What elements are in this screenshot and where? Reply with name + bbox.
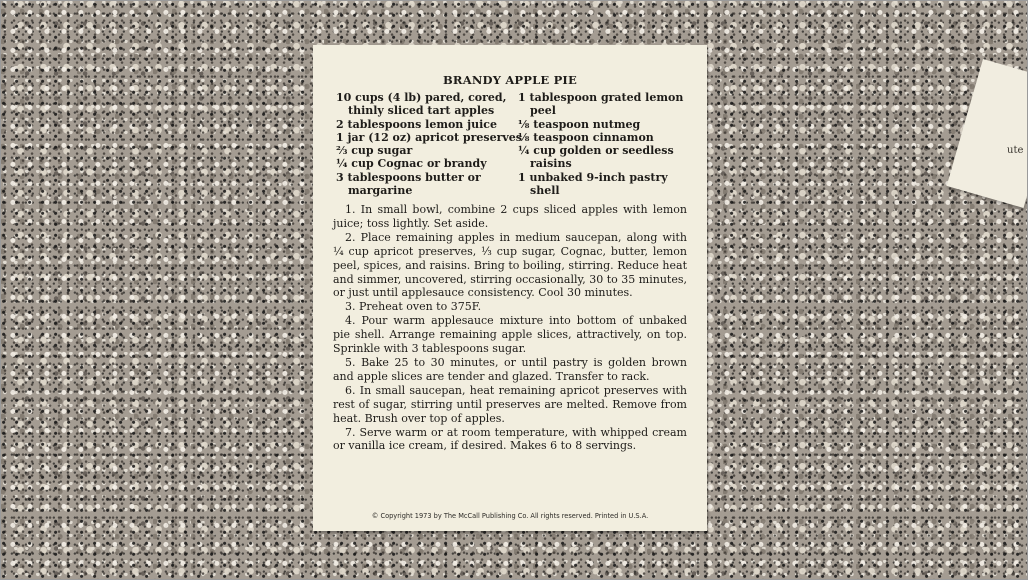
- step-item: 6. In small saucepan, heat remaining apricot preserves with rest of sugar, stirring until preserves are melted. Remove from heat. Brush over top of apples.: [333, 383, 687, 425]
- step-item: 4. Pour warm applesauce mixture into bottom of unbaked pie shell. Arrange remaining apple slices, attractively, on top. Sprinkle with 3 tablespoons sugar.: [333, 314, 687, 356]
- ingredient-item: ⅛ teaspoon cinnamon: [518, 130, 654, 144]
- step-item: 5. Bake 25 to 30 minutes, or until pastry is golden brown and apple slices are tender and glazed. Transfer to rack.: [333, 355, 687, 383]
- step-item: 1. In small bowl, combine 2 cups sliced apples with lemon juice; toss lightly. Set aside.: [333, 203, 687, 230]
- recipe-title: BRANDY APPLE PIE: [443, 73, 577, 87]
- step-item: 7. Serve warm or at room temperature, with whipped cream or vanilla ice cream, if desired. Makes 6 to 8 servings.: [333, 425, 687, 453]
- partial-recipe-card: [947, 59, 1028, 208]
- step-item: 2. Place remaining apples in medium saucepan, along with ¼ cup apricot preserves, ⅓ cup sugar, Cognac, butter, lemon peel, spices, and raisins. Bring to boiling, stirring. Reduce heat and simmer, uncovered, stirring occasionally, 30 to 35 minutes, or just until applesauce consistency. Cool 30 minutes.: [333, 230, 687, 300]
- ingredients-right-column: [518, 91, 688, 197]
- ingredient-item: ¼ cup Cognac or brandy: [336, 157, 487, 171]
- ingredient-item: 10 cups (4 lb) pared, cored, thinly sliced tart apples: [336, 91, 507, 118]
- ingredient-item: ¼ cup golden or seedless raisins: [518, 144, 674, 171]
- ingredient-item: ⅛ teaspoon nutmeg: [518, 117, 641, 131]
- ingredient-item: 2 tablespoons lemon juice: [336, 117, 497, 131]
- ingredients-left-column: [336, 91, 524, 197]
- copyright-notice: © Copyright 1973 by The McCall Publishing Co. All rights reserved. Printed in U.S.A.: [371, 512, 649, 520]
- partial-card-text: ute: [1007, 145, 1024, 156]
- ingredient-item: ⅔ cup sugar: [336, 144, 413, 158]
- recipe-steps: [333, 203, 687, 453]
- ingredient-item: 1 unbaked 9-inch pastry shell: [518, 170, 668, 198]
- recipe-card: [313, 45, 707, 531]
- ingredient-item: 1 tablespoon grated lemon peel: [518, 91, 684, 118]
- ingredient-item: 1 jar (12 oz) apricot preserves: [336, 130, 522, 144]
- ingredient-item: 3 tablespoons butter or margarine: [336, 170, 481, 198]
- step-item: 3. Preheat oven to 375F.: [345, 300, 482, 314]
